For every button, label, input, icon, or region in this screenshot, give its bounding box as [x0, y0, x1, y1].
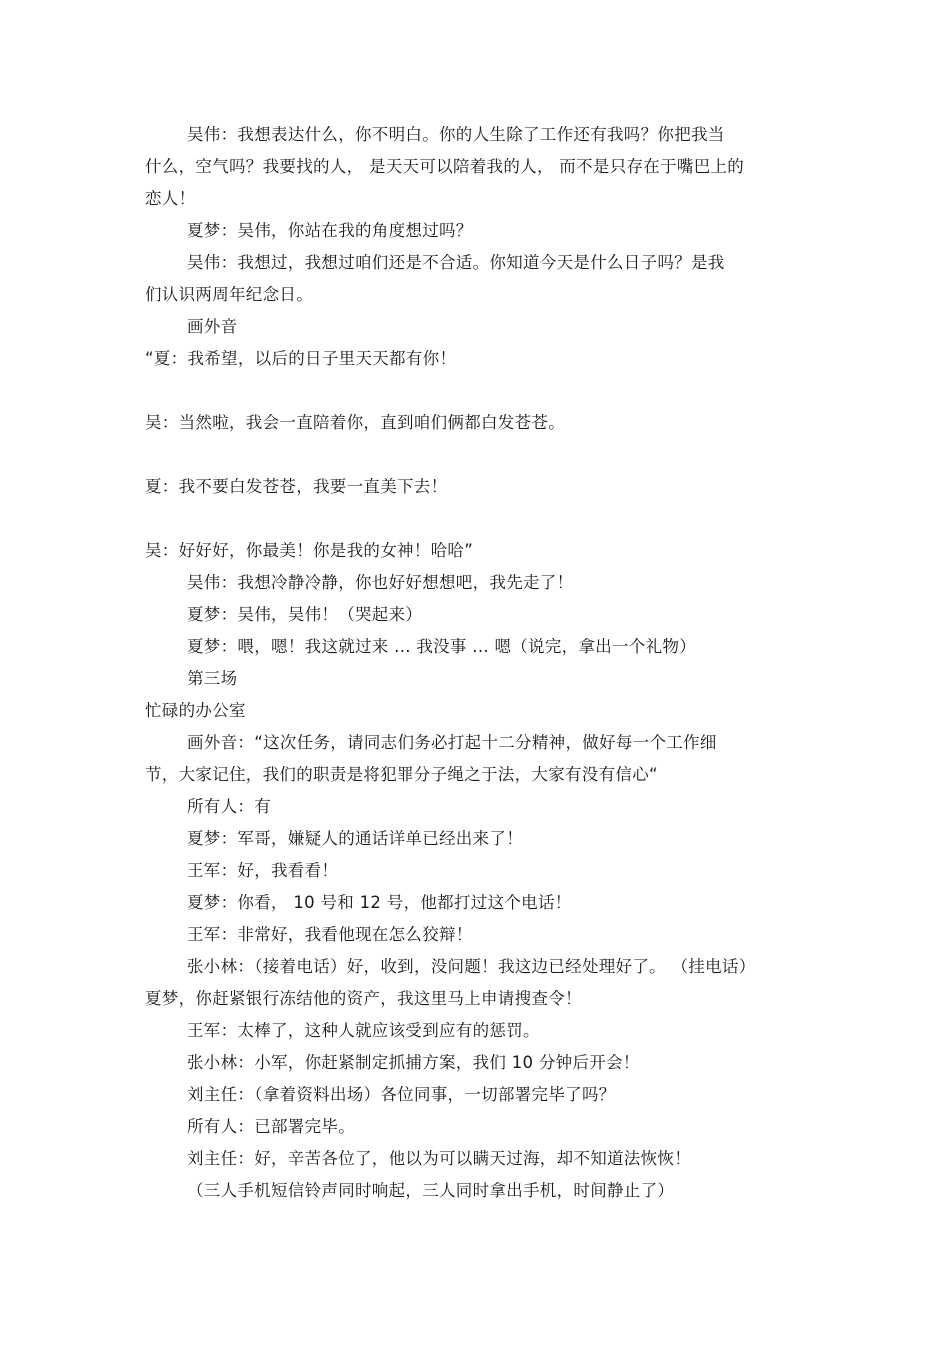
text-line: 夏：我不要白发苍苍，我要一直美下去！	[145, 477, 448, 496]
text-line: 夏梦：吴伟，吴伟！（哭起来）	[187, 605, 423, 624]
text-line: 第三场	[187, 669, 238, 688]
text-line: 吴伟：我想表达什么，你不明白。你的人生除了工作还有我吗？你把我当	[187, 125, 725, 144]
text-line: （三人手机短信铃声同时响起，三人同时拿出手机，时间静止了）	[187, 1181, 675, 1200]
text-line: 画外音	[187, 317, 238, 336]
text-line: 画外音：“这次任务，请同志们务必打起十二分精神，做好每一个工作细	[187, 733, 717, 752]
text-line: 王军：非常好，我看他现在怎么狡辩！	[187, 925, 473, 944]
text-line: 们认识两周年纪念日。	[145, 285, 313, 304]
text-line: 节，大家记住，我们的职责是将犯罪分子绳之于法，大家有没有信心“	[145, 765, 658, 784]
text-line: 吴伟：我想冷静冷静，你也好好想想吧，我先走了！	[187, 573, 574, 592]
text-line: “夏：我希望，以后的日子里天天都有你！	[145, 349, 457, 368]
text-line: 刘主任：（拿着资料出场）各位同事，一切部署完毕了吗？	[187, 1085, 616, 1104]
text-line: 什么，空气吗？我要找的人， 是天天可以陪着我的人， 而不是只存在于嘴巴上的	[145, 157, 745, 176]
text-line: 王军：太棒了，这种人就应该受到应有的惩罚。	[187, 1021, 540, 1040]
text-line: 夏梦：喂，嗯！我这就过来 ... 我没事 ... 嗯（说完，拿出一个礼物）	[187, 637, 697, 656]
text-line: 恋人！	[145, 189, 196, 208]
text-line: 吴伟：我想过，我想过咱们还是不合适。你知道今天是什么日子吗？是我	[187, 253, 725, 272]
text-line: 夏梦，你赶紧银行冻结他的资产，我这里马上申请搜查令！	[145, 989, 582, 1008]
text-line: 夏梦：吴伟，你站在我的角度想过吗？	[187, 221, 473, 240]
text-line: 王军：好，我看看！	[187, 861, 339, 880]
text-line: 夏梦：军哥，嫌疑人的通话详单已经出来了！	[187, 829, 523, 848]
text-line: 张小林：（接着电话）好，收到，没问题！我这边已经处理好了。 （挂电话）	[187, 957, 756, 976]
text-line: 刘主任：好，辛苦各位了，他以为可以瞒天过海，却不知道法恢恢！	[187, 1149, 691, 1168]
text-line: 张小林：小军，你赶紧制定抓捕方案，我们 10 分钟后开会！	[187, 1053, 640, 1072]
text-line: 所有人：有	[187, 797, 271, 816]
text-line: 吴：当然啦，我会一直陪着你，直到咱们俩都白发苍苍。	[145, 413, 565, 432]
text-line: 忙碌的办公室	[145, 701, 246, 720]
text-line: 吴：好好好，你最美！你是我的女神！哈哈”	[145, 541, 474, 560]
text-line: 所有人：已部署完毕。	[187, 1117, 355, 1136]
text-line: 夏梦：你看， 10 号和 12 号，他都打过这个电话！	[187, 893, 572, 912]
